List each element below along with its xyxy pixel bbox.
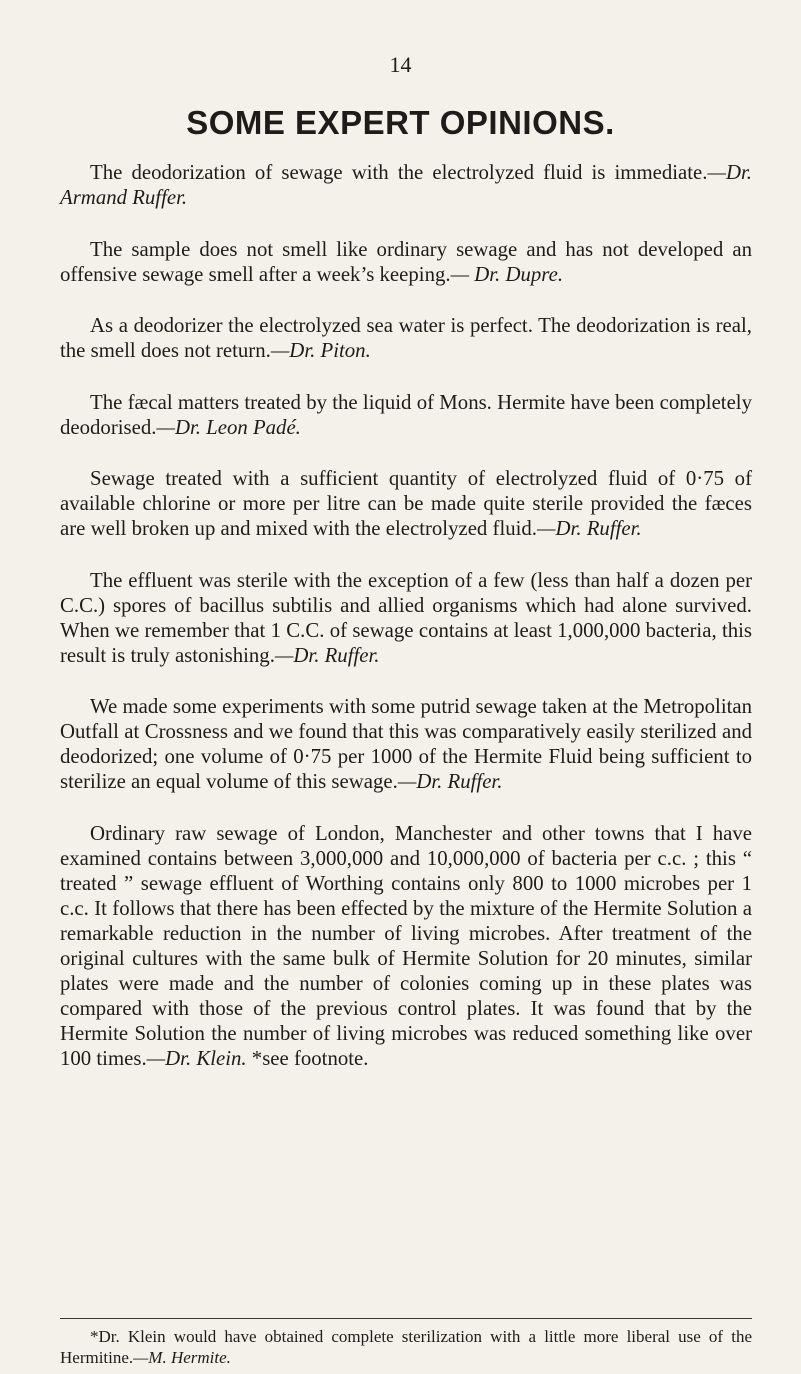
attribution: —Dr. Armand Ruffer. [60, 161, 752, 209]
paragraph-text: As a deodorizer the electrolyzed sea water is perfect. The deodorization is real, the smell does not return. [60, 314, 752, 362]
paragraph [60, 568, 752, 668]
paragraph-text: The effluent was sterile with the exception of a few (less than half a dozen per C.C.) spores of bacillus subtilis and allied organisms which had alone survived. When we remember that 1 C.C. of sewage contains at least 1,000,000 bacteria, this result is truly astonishing. [60, 568, 752, 667]
paragraph [60, 160, 752, 210]
paragraph-text: We made some experiments with some putrid sewage taken at the Metropolitan Outfall at Crossness and we found that this was comparatively easily sterilized and deodorized; one volume of 0·75 per 1000 of the Hermite Fluid being sufficient to sterilize an equal volume of this sewage. [60, 695, 752, 793]
paragraph-text: The fæcal matters treated by the liquid of Mons. Hermite have been completely deodorised. [60, 390, 752, 439]
footnote-attribution: —M. Hermite. [133, 1348, 231, 1367]
paragraph [60, 694, 752, 794]
body-text [60, 160, 752, 1071]
attribution: —Dr. Ruffer. [537, 517, 642, 540]
paragraph [60, 466, 752, 541]
attribution: —Dr. Ruffer. [397, 770, 503, 793]
footnote-reference: *see footnote. [246, 1046, 369, 1070]
paragraph [60, 390, 752, 440]
paragraph-text: The deodorization of sewage with the electrolyzed fluid is immediate. [90, 161, 708, 184]
footnote-divider [60, 1318, 752, 1319]
page-number: 14 [389, 52, 412, 77]
paragraph-text: Ordinary raw sewage of London, Manchester and other towns that I have examined contains between 3,000,000 and 10,000,000 of bacteria per c.c. ; this “ treated ” sewage effluent of Worthing contains only 800 to 1000 microbes per 1 c.c. It follows that there has been effected by the mixture of the Hermite Solution a remarkable reduction in the number of living microbes. After treatment of the original cultures with the same bulk of Hermite Solution for 20 minutes, similar plates were made and the number of colonies coming up in these plates was compared with those of the previous control plates. It was found that by the Hermite Solution the number of living microbes was reduced something like over 100 times. [60, 821, 752, 1070]
attribution: —Dr. Piton. [270, 339, 371, 362]
attribution: —Dr. Leon Padé. [156, 415, 301, 439]
paragraph [60, 313, 752, 363]
paragraph-text: Sewage treated with a sufficient quantity of electrolyzed fluid of 0·75 of available chlorine or more per litre can be made quite sterile provided the fæces are well broken up and mixed with the electrolyzed fluid. [60, 467, 752, 540]
footnote-text: *Dr. Klein would have obtained complete sterilization with a little more liberal use of the Hermitine. [60, 1327, 752, 1367]
attribution: —Dr. Klein. [146, 1046, 247, 1070]
attribution: —Dr. Ruffer. [274, 643, 380, 667]
page-title: SOME EXPERT OPINIONS. [186, 104, 615, 141]
paragraph-text: The sample does not smell like ordinary sewage and has not developed an offensive sewage smell after a week’s keeping. [60, 237, 752, 286]
attribution: — Dr. Dupre. [450, 262, 564, 286]
paragraph [60, 821, 752, 1071]
paragraph [60, 237, 752, 287]
footnote [60, 1326, 752, 1368]
